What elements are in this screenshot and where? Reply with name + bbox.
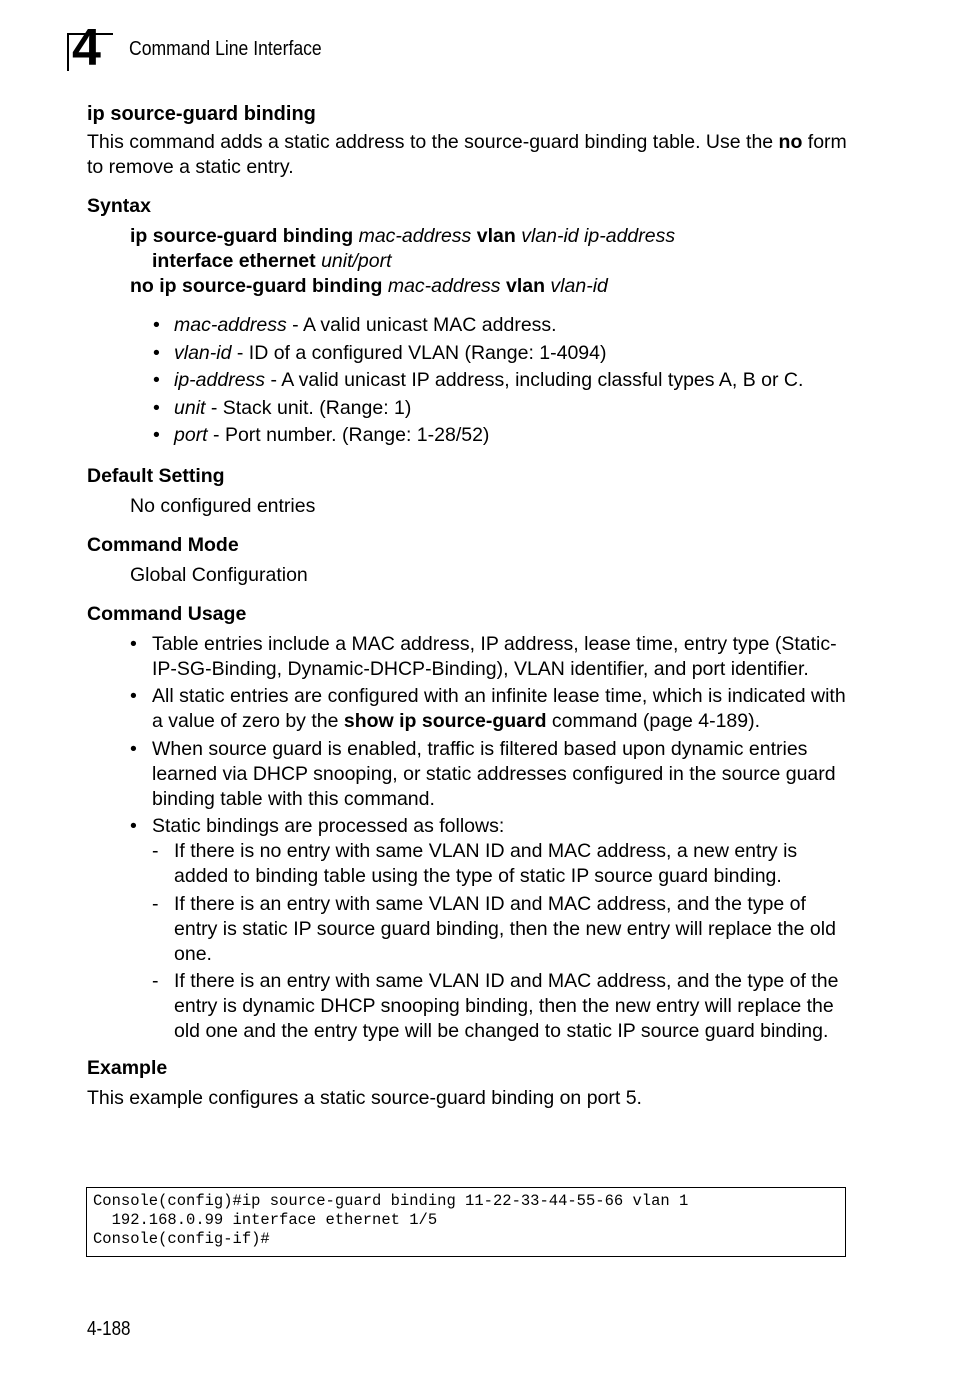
code-line: Console(config-if)# — [93, 1230, 270, 1248]
list-item: • When source guard is enabled, traffic is filtered based upon dynamic entries learned via DHCP snooping, or static addresses configured in the source guard binding table with this command. — [130, 737, 836, 810]
list-item: - If there is an entry with same VLAN ID and MAC address, and the type of entry is static IP source guard binding, then the new entry will replace the old one. — [152, 892, 836, 965]
example-heading: Example — [87, 1057, 168, 1079]
syntax-line-1: ip source-guard binding mac-address vlan vlan-id ip-address — [130, 225, 676, 247]
code-line: Console(config)#ip source-guard binding 11-22-33-44-55-66 vlan 1 — [93, 1192, 689, 1210]
code-line: 192.168.0.99 interface ethernet 1/5 — [93, 1211, 438, 1229]
command-mode-heading: Command Mode — [87, 533, 239, 556]
page-content — [87, 102, 847, 1111]
command-mode-text: Global Configuration — [130, 563, 308, 586]
command-usage-heading: Command Usage — [87, 602, 247, 625]
static-binding-list — [87, 839, 847, 1044]
list-item: • vlan-id - ID of a configured VLAN (Range: 1-4094) — [153, 341, 607, 364]
list-item: - If there is an entry with same VLAN ID and MAC address, and the type of the entry is dynamic DHCP snooping binding, then the new entry will replace the old one and the entry type will be changed to static IP source guard binding. — [152, 970, 839, 1042]
list-item: • Table entries include a MAC address, IP address, lease time, entry type (Static-IP-SG-Binding, Dynamic-DHCP-Binding), VLAN identifier, and port identifier. — [130, 632, 837, 680]
syntax-heading: Syntax — [87, 195, 151, 217]
default-setting-heading: Default Setting — [87, 464, 225, 487]
example-text: This example configures a static source-guard binding on port 5. — [87, 1087, 642, 1109]
syntax-line-2: interface ethernet unit/port — [152, 250, 392, 272]
section-intro: This command adds a static address to the source-guard binding table. Use the no form to remove a static entry. — [87, 131, 847, 178]
code-example — [86, 1187, 846, 1257]
list-item: • ip-address - A valid unicast IP address, including classful types A, B or C. — [153, 369, 804, 391]
list-item: • Static bindings are processed as follows: — [130, 815, 505, 837]
default-setting-text: No configured entries — [130, 494, 316, 517]
usage-list — [87, 632, 847, 840]
page-number: 4-188 — [87, 1318, 131, 1340]
list-item: • unit - Stack unit. (Range: 1) — [153, 396, 412, 419]
section-title: ip source-guard binding — [87, 103, 316, 125]
parameter-list — [87, 312, 847, 450]
list-item: • All static entries are configured with an infinite lease time, which is indicated with a value of zero by the show ip source-guard command (page 4-189). — [130, 685, 846, 732]
list-item: - If there is no entry with same VLAN ID and MAC address, a new entry is added to binding table using the type of static IP source guard binding. — [152, 840, 798, 887]
chapter-number: 4 — [72, 19, 101, 77]
list-item: • port - Port number. (Range: 1-28/52) — [153, 424, 490, 446]
syntax-line-3: no ip source-guard binding mac-address vlan vlan-id — [130, 275, 608, 297]
running-header: Command Line Interface — [129, 38, 322, 60]
list-item: • mac-address - A valid unicast MAC address. — [153, 314, 557, 336]
